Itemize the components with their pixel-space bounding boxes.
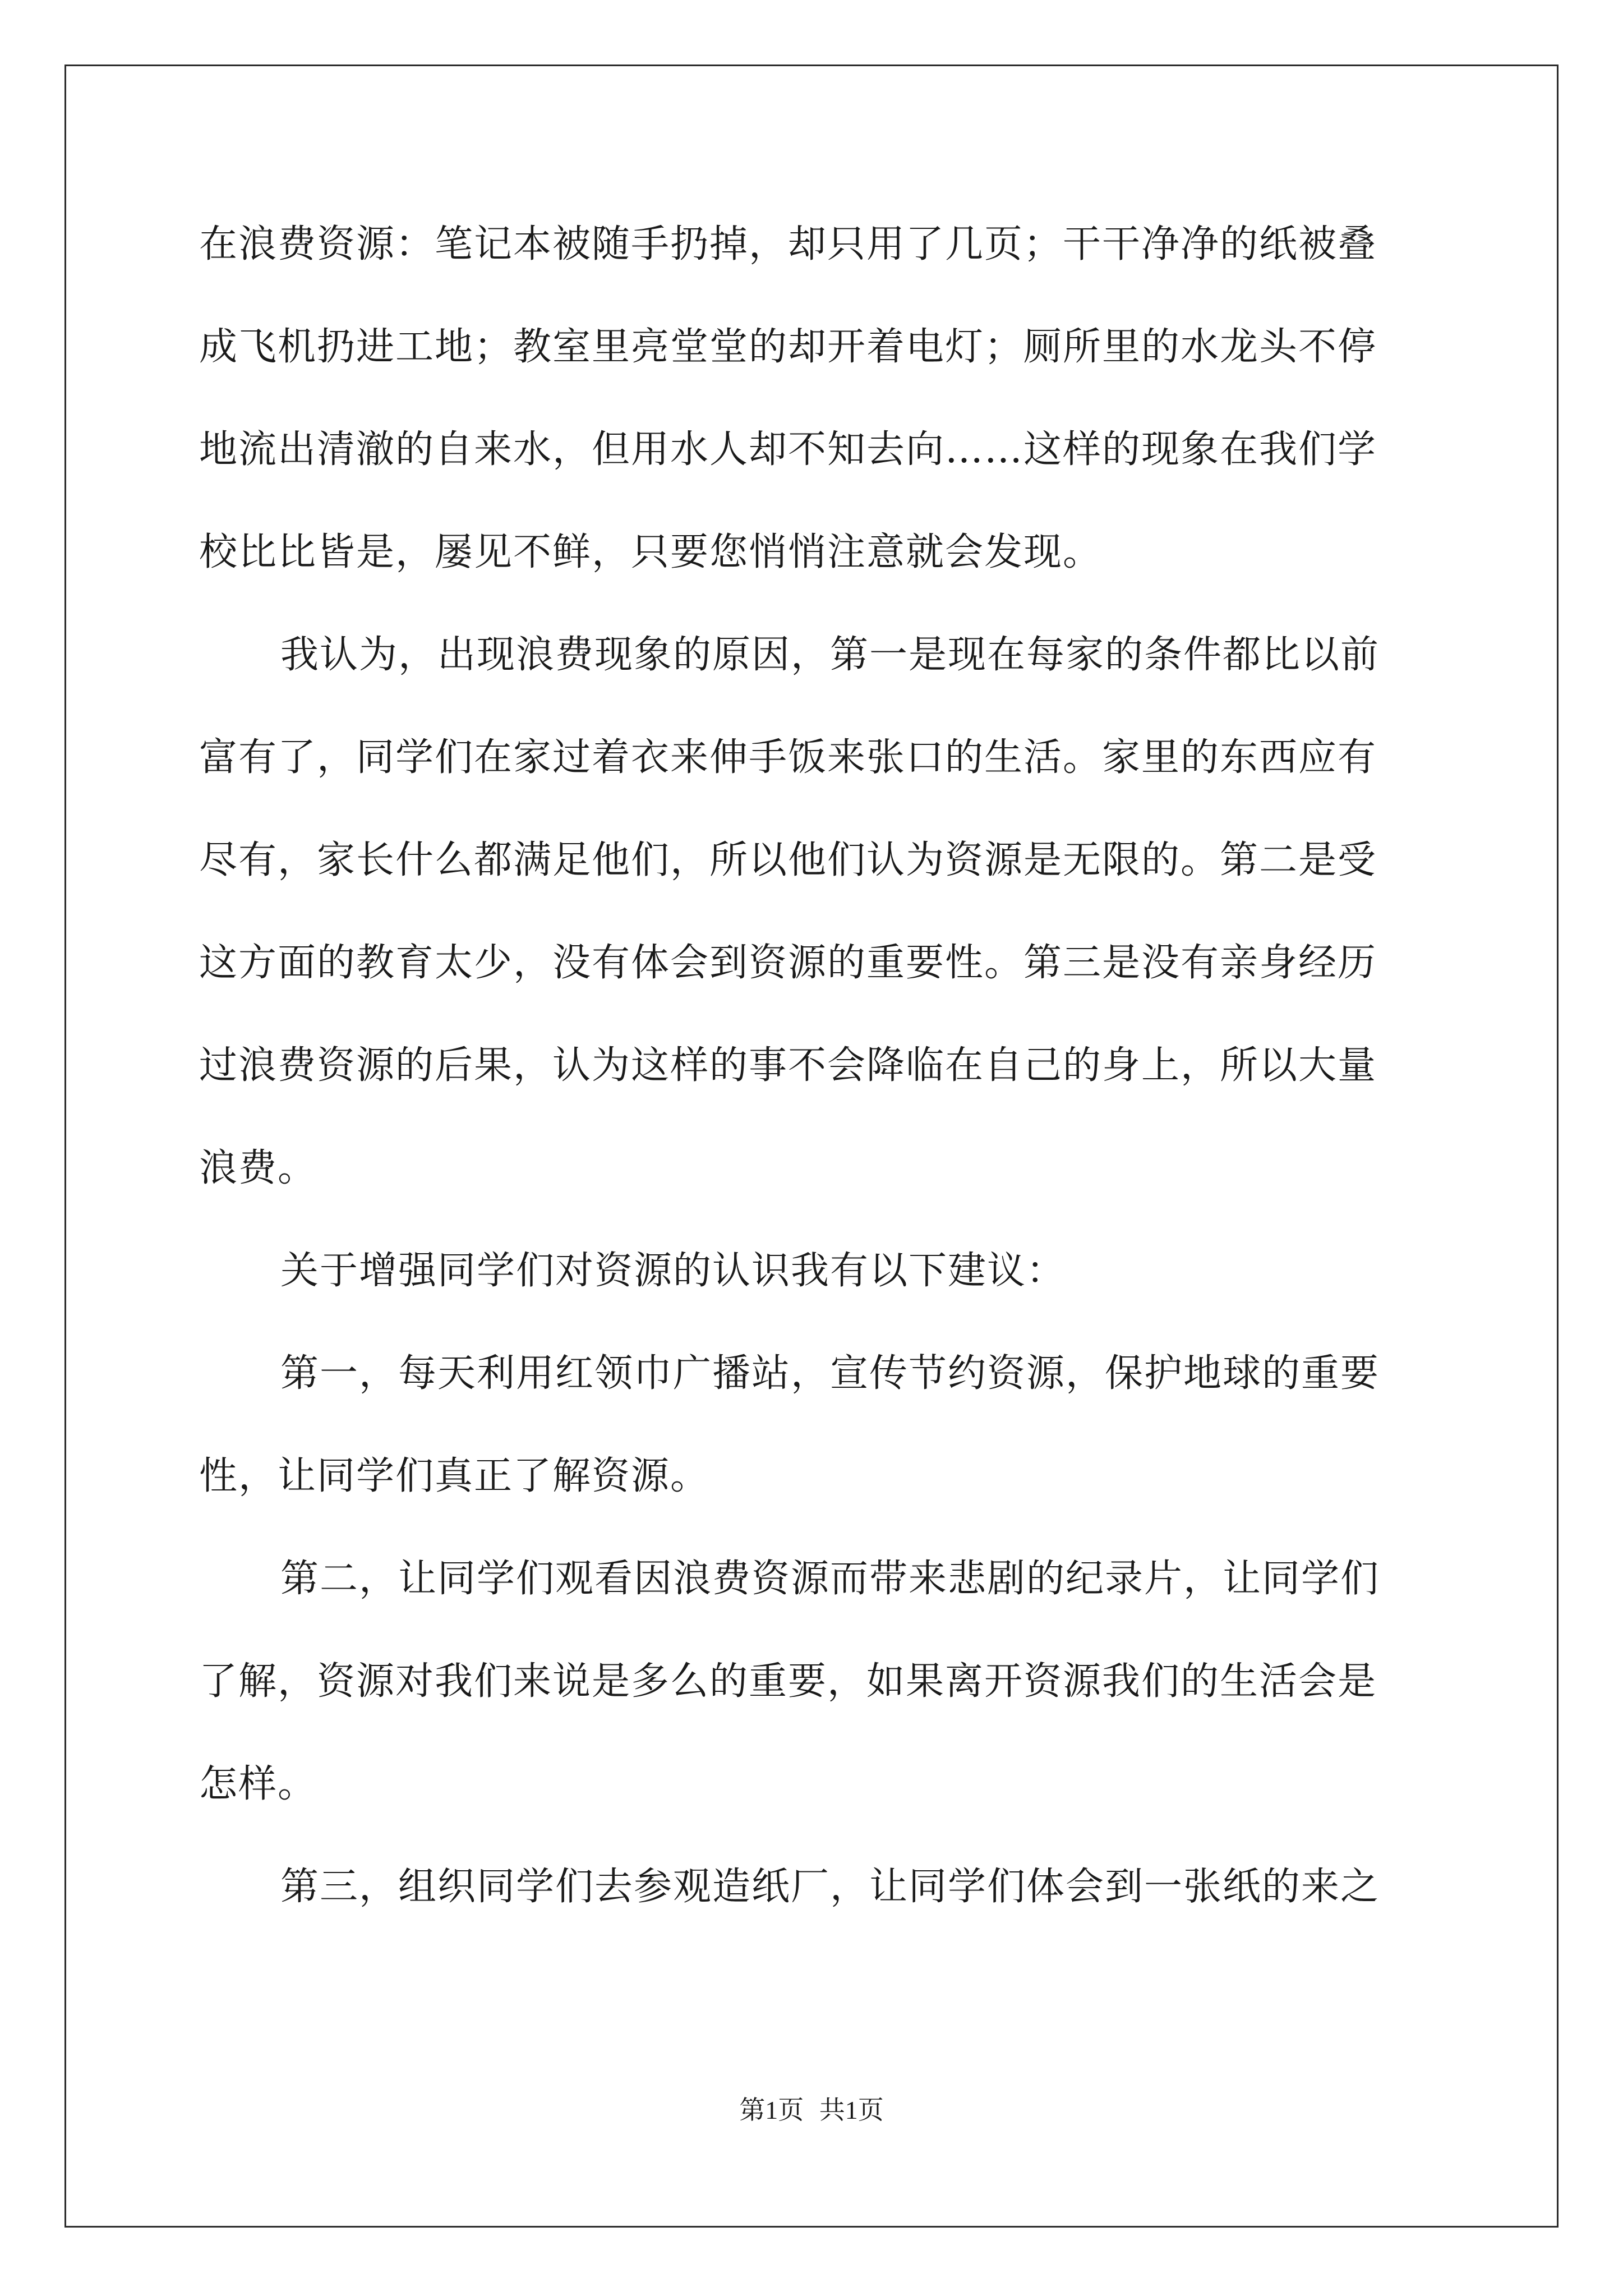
text-line: 过浪费资源的后果，认为这样的事不会降临在自己的身上，所以大量 <box>199 1043 1377 1088</box>
text-line: 性，让同学们真正了解资源。 <box>199 1454 710 1498</box>
text-line: 富有了，同学们在家过着衣来伸手饭来张口的生活。家里的东西应有 <box>199 735 1377 780</box>
paragraph-start-line: 第二，让同学们观看因浪费资源而带来悲剧的纪录片，让同学们 <box>280 1557 1380 1601</box>
paragraph-start-line: 我认为，出现浪费现象的原因，第一是现在每家的条件都比以前 <box>280 633 1380 677</box>
page-total: 共1页 <box>819 2096 884 2124</box>
text-line: 了解，资源对我们来说是多么的重要，如果离开资源我们的生活会是 <box>199 1659 1377 1704</box>
text-line: 在浪费资源：笔记本被随手扔掉，却只用了几页；干干净净的纸被叠 <box>199 222 1377 266</box>
page-footer <box>0 2090 1623 2127</box>
paragraph-start-line: 第一，每天利用红领巾广播站，宣传节约资源，保护地球的重要 <box>280 1351 1380 1396</box>
paragraph-start-line: 第三，组织同学们去参观造纸厂，让同学们体会到一张纸的来之 <box>280 1865 1380 1909</box>
page-number: 第1页 <box>739 2096 804 2124</box>
text-line: 成飞机扔进工地；教室里亮堂堂的却开着电灯；厕所里的水龙头不停 <box>199 325 1377 369</box>
text-line: 尽有，家长什么都满足他们，所以他们认为资源是无限的。第二是受 <box>199 838 1377 882</box>
text-line: 校比比皆是，屡见不鲜，只要您悄悄注意就会发现。 <box>199 530 1103 574</box>
document-body <box>199 222 1427 1967</box>
paragraph-start-line: 关于增强同学们对资源的认识我有以下建议： <box>280 1249 1066 1293</box>
text-line: 怎样。 <box>199 1762 317 1806</box>
text-line: 这方面的教育太少，没有体会到资源的重要性。第三是没有亲身经历 <box>199 941 1377 985</box>
text-line: 浪费。 <box>199 1146 317 1190</box>
text-line: 地流出清澈的自来水，但用水人却不知去向……这样的现象在我们学 <box>199 427 1377 472</box>
